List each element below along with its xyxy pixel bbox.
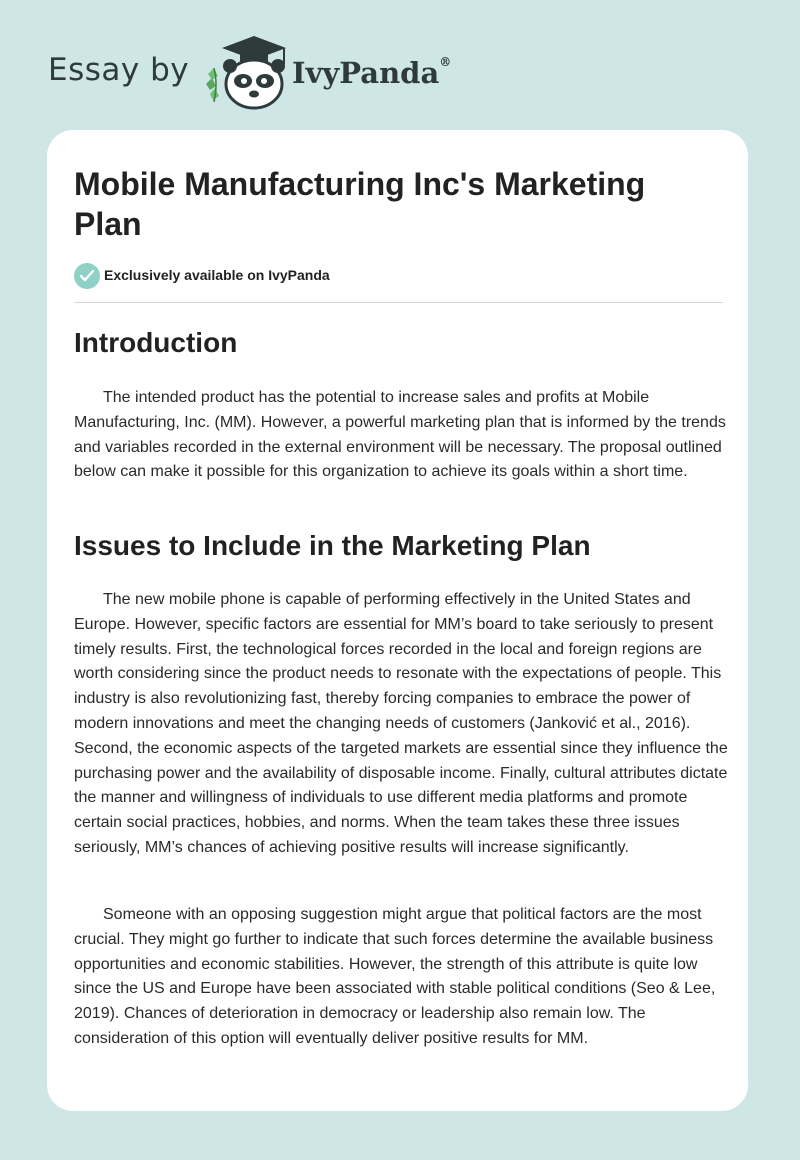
registered-mark: ® bbox=[439, 55, 452, 70]
divider bbox=[74, 302, 723, 303]
brand-name[interactable] bbox=[292, 56, 451, 90]
section-heading-introduction: Introduction bbox=[74, 327, 238, 358]
paragraph-issues-1: The new mobile phone is capable of performing effectively in the United States and Europe. However, specific factors are essential for MM’s board to take seriously to present timely results. First, the technological forces recorded in the local and foreign regions are worth considering since the product needs to resonate with the expectations of people. This industry is also revolutionizing fast, thereby forcing companies to embrace the power of modern innovations and meet the changing needs of customers (Janković et al., 2016). Second, the economic aspects of the targeted markets are essential since they influence the purchasing power and the availability of disposable income. Finally, cultural attributes dictate the manner and willingness of individuals to use different media platforms and promote certain social practices, hobbies, and norms. When the team takes these three issues seriously, MM’s chances of achieving positive results will increase significantly. bbox=[74, 591, 728, 856]
checkmark-icon bbox=[74, 263, 100, 289]
paragraph-issues-2: Someone with an opposing suggestion might argue that political factors are the most crucial. They might go further to indicate that such forces determine the available business opportunities and economic stabilities. However, the strength of this attribute is quite low since the US and Europe have been associated with stable political conditions (Seo & Lee, 2019). Chances of deterioration in democracy or leadership also remain low. The consideration of this option will eventually deliver positive results for MM. bbox=[74, 906, 716, 1047]
site-header bbox=[0, 0, 800, 130]
section-heading-issues: Issues to Include in the Marketing Plan bbox=[74, 530, 591, 561]
page-title: Mobile Manufacturing Inc's Marketing Plan bbox=[74, 166, 646, 242]
paragraph-introduction-1: The intended product has the potential to increase sales and profits at Mobile Manufacturing, Inc. (MM). However, a powerful marketing plan that is informed by the trends and variables recorded in the external environment will be necessary. The proposal outlined below can make it possible for this organization to achieve its goals within a short time. bbox=[74, 389, 726, 481]
exclusive-label: Exclusively available on IvyPanda bbox=[104, 267, 330, 283]
brand-text: IvyPanda bbox=[292, 56, 440, 90]
ivypanda-logo-icon[interactable] bbox=[200, 34, 296, 110]
essay-by-label: Essay by bbox=[48, 52, 190, 88]
essay-card bbox=[47, 130, 748, 1111]
